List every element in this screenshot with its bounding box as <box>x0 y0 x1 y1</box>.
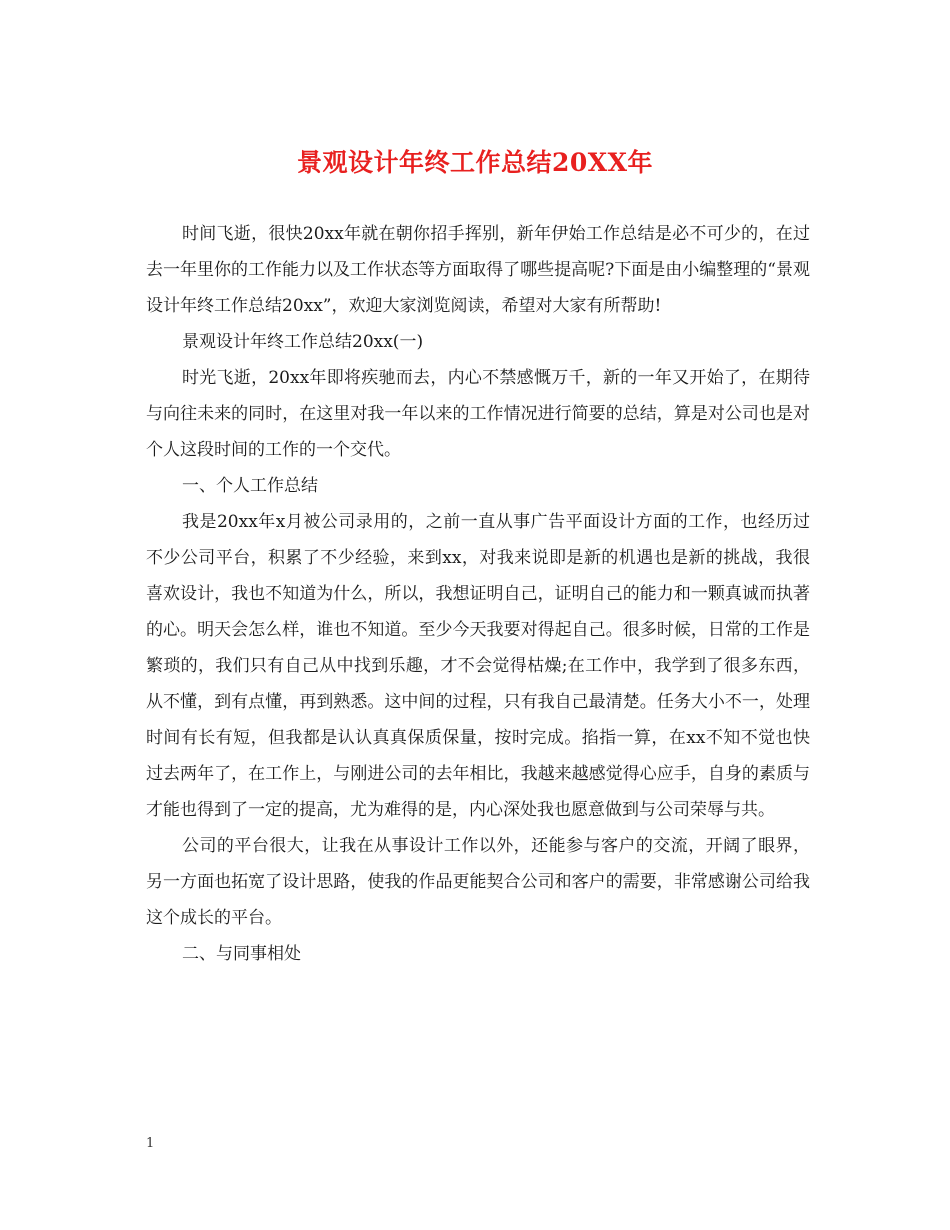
section-heading-part-one: 景观设计年终工作总结20xx(一) <box>182 332 424 352</box>
document-title: 景观设计年终工作总结20XX年 <box>296 148 654 177</box>
intro-paragraph: 时间飞逝，很快20xx年就在朝你招手挥别，新年伊始工作总结是必不可少的，在过去一年里你的工作能力以及工作状态等方面取得了哪些提高呢?下面是由小编整理的“景观设计年终工作总结20xx”，欢迎大家浏览阅读，希望对大家有所帮助! <box>146 224 810 316</box>
section-heading-colleagues: 二、与同事相处 <box>182 944 301 964</box>
section-heading-personal-summary: 一、个人工作总结 <box>182 476 318 496</box>
company-platform-paragraph: 公司的平台很大，让我在从事设计工作以外，还能参与客户的交流，开阔了眼界，另一方面也拓宽了设计思路，使我的作品更能契合公司和客户的需要，非常感谢公司给我这个成长的平台。 <box>146 836 810 928</box>
personal-summary-paragraph: 我是20xx年x月被公司录用的，之前一直从事广告平面设计方面的工作，也经历过不少公司平台，积累了不少经验，来到xx，对我来说即是新的机遇也是新的挑战，我很喜欢设计，我也不知道为什么，所以，我想证明自己，证明自己的能力和一颗真诚而执著的心。明天会怎么样，谁也不知道。至少今天我要对得起自己。很多时候，日常的工作是繁琐的，我们只有自己从中找到乐趣，才不会觉得枯燥;在工作中，我学到了很多东西，从不懂，到有点懂，再到熟悉。这中间的过程，只有我自己最清楚。任务大小不一，处理时间有长有短，但我都是认认真真保质保量，按时完成。掐指一算，在xx不知不觉也快过去两年了，在工作上，与刚进公司的去年相比，我越来越感觉得心应手，自身的素质与才能也得到了一定的提高，尤为难得的是，内心深处我也愿意做到与公司荣辱与共。 <box>146 512 810 820</box>
opening-paragraph: 时光飞逝，20xx年即将疾驰而去，内心不禁感慨万千，新的一年又开始了，在期待与向往未来的同时，在这里对我一年以来的工作情况进行简要的总结，算是对公司也是对个人这段时间的工作的一个交代。 <box>146 368 810 460</box>
page-number: 1 <box>146 1136 155 1151</box>
document-body <box>146 216 810 972</box>
